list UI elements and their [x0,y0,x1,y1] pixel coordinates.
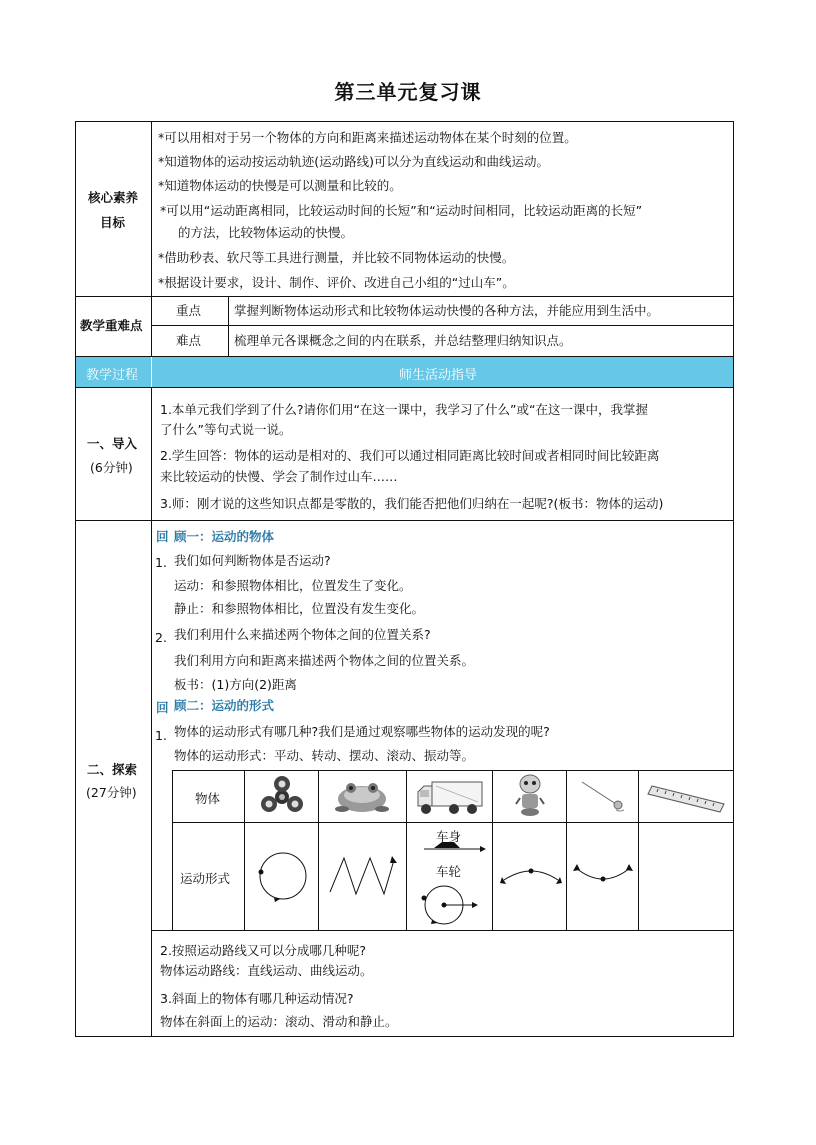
column-divider [151,121,152,1037]
wheel-rotation-diagram [414,880,484,926]
core-item: *可以用“运动距离相同，比较运动时间的长短”和“运动时间相同，比较运动距离的长短” [160,203,643,218]
table-border-bottom [75,1036,734,1037]
core-item: 的方法，比较物体运动的快慢。 [178,225,354,240]
answer-6: 物体运动路线：直线运动、曲线运动。 [160,963,373,978]
question-4: 2.按照运动路线又可以分成哪几种呢? [160,943,367,958]
answer-2: 静止：和参照物体相比，位置没有发生变化。 [174,601,425,616]
truck-wheel-label: 车轮 [436,864,462,879]
inner-col [638,770,639,930]
review1-title: 顾一：运动的物体 [174,529,275,544]
fidget-spinner-image [256,776,308,818]
intro-line: 来比较运动的快慢、学会了制作过山车…… [160,469,398,484]
process-header-left: 教学过程 [86,368,139,383]
rotation-diagram [252,848,312,908]
item-number: 2. [155,630,167,645]
row-divider [75,520,734,521]
rolling-arc-diagram [570,860,636,890]
question-2: 我们利用什么来描述两个物体之间的位置关系? [174,627,431,642]
intro-line: 1.本单元我们学到了什么?请你们用“在这一课中，我学习了什么”或“在这一课中，我掌握 [160,402,648,417]
question-1: 我们如何判断物体是否运动? [174,553,331,568]
core-item: *知道物体运动的快慢是可以测量和比较的。 [158,178,402,193]
key-label: 重点 [176,303,202,318]
difficulty-text: 梳理单元各课概念之间的内在联系，并总结整理归纳知识点。 [234,333,572,348]
row-divider [151,325,734,326]
explore-time: (27分钟) [86,785,137,800]
intro-line: 2.学生回答：物体的运动是相对的、我们可以通过相同距离比较时间或者相同时间比较距离 [160,448,660,463]
difficulty-label: 难点 [176,333,202,348]
table-border-top [75,121,734,122]
answer-5: 物体的运动形式：平动、转动、摆动、滚动、振动等。 [174,748,475,763]
item-number: 1. [155,555,167,570]
inner-table-left [172,770,173,930]
swing-arc-diagram [498,860,564,890]
intro-line: 3.师：刚才说的这些知识点都是零散的，我们能否把他们归纳在一起呢?(板书：物体的运动) [160,496,664,511]
core-item: *知道物体的运动按运动轨迹(运动路线)可以分为直线运动和曲线运动。 [158,154,550,169]
answer-4: 板书：(1)方向(2)距离 [174,677,297,692]
inner-table-bottom [152,930,734,931]
table-border-left [75,121,76,1037]
band-divider [151,357,152,387]
row-motion-label: 运动形式 [180,871,231,886]
inner-col [244,770,245,930]
item-number: 1. [155,728,167,743]
explore-label: 二、探索 [87,762,138,777]
ruler-image [648,780,726,814]
key-text: 掌握判断物体运动形式和比较物体运动快慢的各种方法，并能应用到生活中。 [234,303,660,318]
pendulum-image [576,778,630,816]
row-object-label: 物体 [195,791,221,806]
core-label-2: 目标 [100,215,126,230]
answer-7: 物体在斜面上的运动：滚动、滑动和静止。 [160,1014,398,1029]
inner-table-top [172,770,734,771]
review2-char: 回 [156,700,169,715]
question-5: 3.斜面上的物体有哪几种运动情况? [160,991,354,1006]
table-border-right [733,121,734,1037]
keypoints-label: 教学重难点 [80,318,143,333]
inner-table-mid [172,822,734,823]
review1-char: 回 [156,529,169,544]
inner-col [318,770,319,930]
keypoint-divider [228,296,229,357]
question-3: 物体的运动形式有哪几种?我们是通过观察哪些物体的运动发现的呢? [174,724,550,739]
toy-frog-image [330,778,394,816]
inner-col [492,770,493,930]
core-item: *根据设计要求，设计、制作、评价、改进自己小组的“过山车”。 [158,275,515,290]
vibration-diagram [326,852,400,902]
process-header-right: 师生活动指导 [399,368,478,383]
answer-3: 我们利用方向和距离来描述两个物体之间的位置关系。 [174,653,475,668]
review2-title: 顾二：运动的形式 [174,698,275,713]
row-divider [75,296,734,297]
inner-col [406,770,407,930]
process-header-band [76,357,733,387]
intro-label: 一、导入 [87,436,138,451]
intro-time: (6分钟) [90,460,133,475]
core-label-1: 核心素养 [88,190,139,205]
core-item: *借助秒表、软尺等工具进行测量，并比较不同物体运动的快慢。 [158,250,515,265]
toy-robot-image [512,774,548,818]
row-divider [75,387,734,388]
answer-1: 运动：和参照物体相比，位置发生了变化。 [174,578,412,593]
inner-col [566,770,567,930]
truck-body-label: 车身 [436,829,462,844]
intro-line: 了什么”等句式说一说。 [160,422,292,437]
truck-image [414,778,486,818]
page-title: 第三单元复习课 [334,80,482,104]
core-item: *可以用相对于另一个物体的方向和距离来描述运动物体在某个时刻的位置。 [158,130,577,145]
